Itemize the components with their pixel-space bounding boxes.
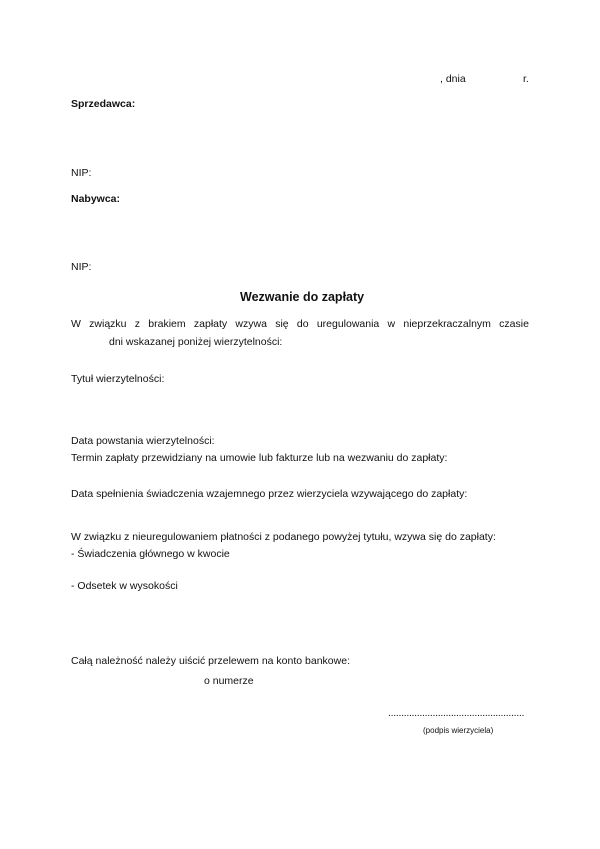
signature-caption: (podpis wierzyciela) [423, 726, 494, 735]
payment-instruction: Całą należność należy uiścić przelewem na konto bankowe: [71, 655, 350, 667]
buyer-nip-label: NIP: [71, 261, 92, 273]
intro-word: brakiem [148, 318, 186, 330]
intro-word: uregulowania [316, 318, 380, 330]
intro-line-2: dni wskazanej poniżej wierzytelności: [109, 336, 283, 348]
account-number-label: o numerze [204, 675, 254, 687]
intro-word: czasie [499, 318, 529, 330]
claim-title-label: Tytuł wierzytelności: [71, 373, 165, 385]
seller-nip-label: NIP: [71, 167, 92, 179]
document-title: Wezwanie do zapłaty [240, 290, 365, 304]
intro-word: z [134, 318, 141, 330]
intro-word: w [387, 318, 396, 330]
date-prefix: , dnia [440, 73, 466, 85]
intro-word: się [275, 318, 289, 330]
demand-line: W związku z nieuregulowaniem płatności z podanego powyżej tytułu, wzywa się do zapłaty: [71, 531, 496, 543]
performance-date-label: Data spełnienia świadczenia wzajemnego przez wierzyciela wzywającego do zapłaty: [71, 488, 468, 500]
intro-word: do [296, 318, 309, 330]
interest-label: - Odsetek w wysokości [71, 580, 178, 592]
intro-line-1 [71, 318, 529, 331]
intro-word: związku [89, 318, 127, 330]
date-suffix: r. [523, 73, 529, 85]
signature-line: .................................................... [388, 707, 525, 719]
buyer-label: Nabywca: [71, 193, 121, 205]
intro-word: wzywa [235, 318, 267, 330]
claim-origin-date-label: Data powstania wierzytelności: [71, 435, 215, 447]
payment-term-label: Termin zapłaty przewidziany na umowie lub fakturze lub na wezwaniu do zapłaty: [71, 452, 448, 464]
intro-word: zapłaty [193, 318, 228, 330]
principal-label: - Świadczenia głównego w kwocie [71, 548, 230, 560]
intro-word: nieprzekraczalnym [403, 318, 491, 330]
seller-label: Sprzedawca: [71, 98, 136, 110]
intro-word: W [71, 318, 81, 330]
